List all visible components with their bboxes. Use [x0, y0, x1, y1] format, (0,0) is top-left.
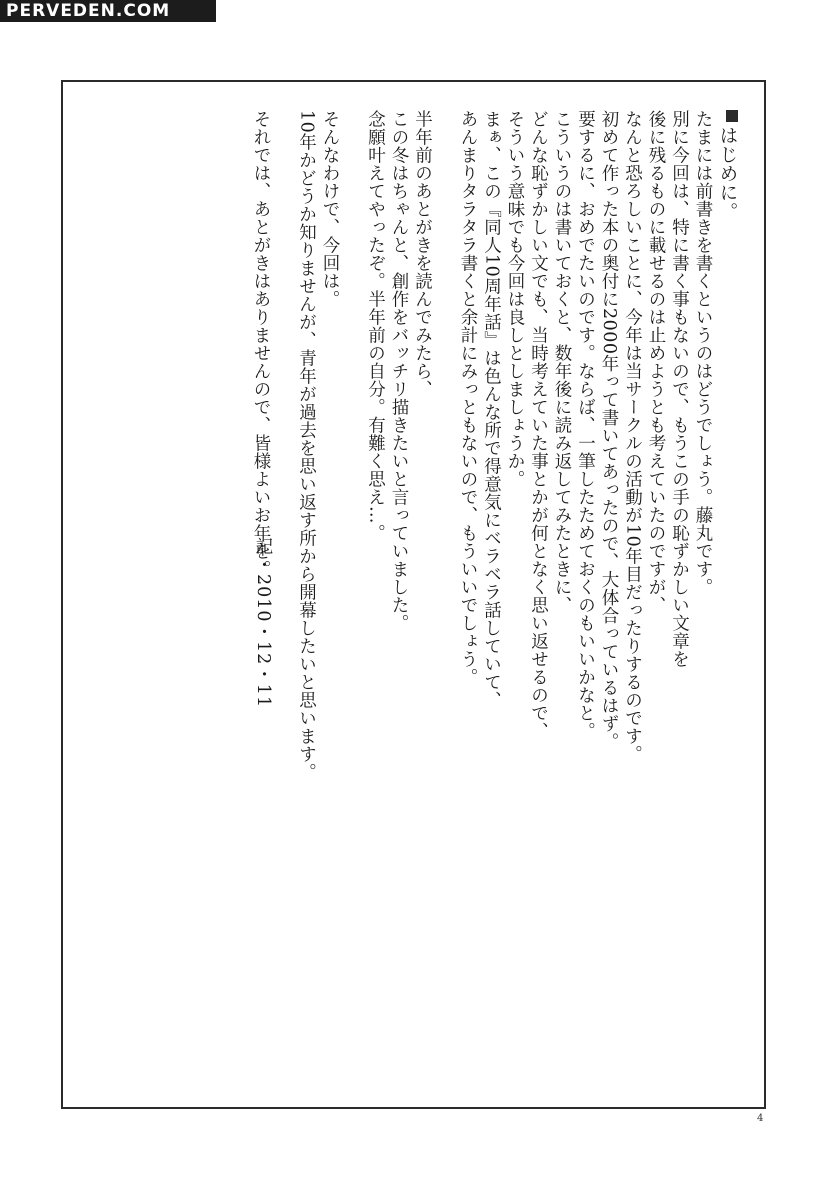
text-line: 10年かどうか知りませんが、青年が過去を思い返す所から開幕したいと思います。 [296, 110, 317, 782]
text-line: 半年前のあとがきを読んでみたら、 [412, 110, 433, 398]
heading-square-icon [726, 110, 738, 122]
text-line: どんな恥ずかしい文でも、当時考えていた事とかが何となく思い返せるので、 [528, 110, 549, 740]
text-line: なんと恐ろしいことに、今年は当サークルの活動が10年目だったりするのです。 [622, 110, 643, 764]
text-line: こういうのは書いておくと、数年後に読み返してみたときに、 [552, 110, 572, 614]
text-frame [61, 80, 766, 1109]
text-line: この冬はちゃんと、創作をバッチリ描きたいと言っていました。 [389, 110, 409, 632]
page-number: 4 [757, 1113, 764, 1124]
text-line: たまには前書きを書くというのはどうでしょう。藤丸です。 [693, 110, 713, 596]
preface-heading [714, 110, 740, 910]
text-line: あんまりタラタラ書くと余計にみっともないので、もういいでしょう。 [458, 110, 478, 686]
site-watermark: PERVEDEN.COM [0, 0, 216, 22]
preface-text [249, 110, 741, 910]
paragraph-gap [341, 110, 363, 910]
date-note: 記・2010・12・11 [253, 537, 273, 709]
heading-text: はじめに。 [717, 126, 738, 221]
paragraph-gap [272, 110, 294, 910]
text-line: それでは、あとがきはありませんので、皆様よいお年を。 [251, 110, 271, 578]
text-line: 要するに、おめでたいのです。ならば、一筆したためておくのもいいかなと。 [575, 110, 596, 740]
text-line: 初めて作った本の奥付に2000年って書いてあったので、大体合っているはず。 [599, 110, 619, 751]
text-line: 後に残るものに載せるのは止めようとも考えていたのですが、 [646, 110, 666, 614]
text-line: 念願叶えてやったぞ。半年前の自分。有難く思え…。 [365, 110, 386, 542]
text-line: 別に今回は、特に書く事もないので、もうこの手の恥ずかしい文章を [669, 110, 690, 668]
text-line: そんなわけで、今回は。 [320, 110, 340, 308]
text-line: そういう意味でも今回は良しとしましょうか。 [505, 110, 525, 488]
text-line: まぁ、この『同人10周年話』は色んな所で得意気にベラベラ話していて、 [481, 110, 502, 710]
paragraph-gap [434, 110, 456, 910]
